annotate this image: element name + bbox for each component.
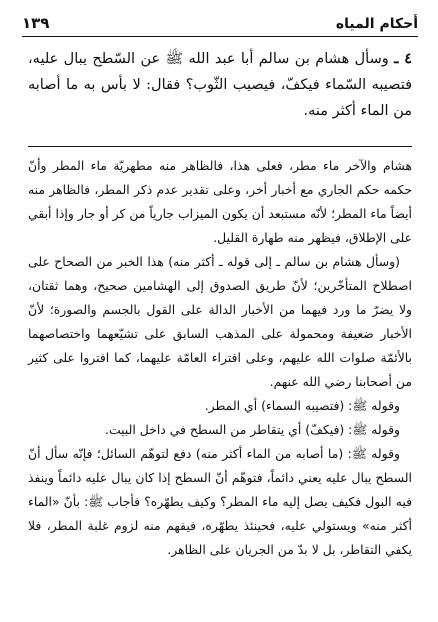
commentary-paragraph-1: هشام والآخر ماء مطر، فعلى هذا، فالظاهر منه مطهريّة ماء المطر وأنّ حكمه حكم الجاري مع أخبار أخر، وعلى تقدير عدم ذكر المطر، فالظاهر منه أيضاً ماء المطر؛ لأنّه مستبعد أن يكون الميزاب جارياً من كر أو جار وإذا أبقي على الإطلاق، فيظهر منه طهارة القليل.	[28, 158, 412, 245]
commentary-paragraph-5: وقوله ﷺ: (ما أصابه من الماء أكثر منه) دفع لتوهّم السائل؛ فإنّه سأل أنّ السطح يبال عليه يعني دائماً، فتوهّم أنّ السطح إذا كان يبال عليه دائماً وينفذ فيه البول فكيف يصل إليه ماء المطر؟ وكيف يطهّره؟ فأجاب ﷺ: بأنّ «الماء أكثر منه» ويستولي عليه، فحينئذ يطهّره، فيفهم منه لزوم غلبة المطر، فلا يكفي التقاطر، بل لا بدّ من الجريان على الظاهر.	[28, 446, 412, 557]
commentary-paragraph-3: وقوله ﷺ: (فتصيبه السماء) أي المطر.	[204, 398, 400, 413]
hadith-text	[28, 46, 412, 124]
commentary	[28, 154, 412, 562]
hadith-body: وسأل هشام بن سالم أبا عبد الله ﷺ عن السّطح يبال عليه، فتصيبه السّماء فيكفّ، فيصيب الثّوب؟ فقال: لا بأس به ما أصابه من الماء أكثر منه.	[28, 51, 412, 119]
running-header	[22, 10, 418, 32]
hadith-number: ٤ ـ	[394, 50, 413, 67]
page-number: ١٣٩	[22, 14, 50, 32]
hadith-paragraph	[28, 46, 412, 124]
header-rule	[22, 36, 418, 37]
section-divider	[28, 146, 412, 147]
commentary-paragraph-2: (وسأل هشام بن سالم ـ إلى قوله ـ أكثر منه) هذا الخبر من الصحاح على اصطلاح المتأخّرين؛ لأنّ طريق الصدوق إلى الهشامين صحيح، وهما ثقتان، ولا يضرّ ما ورد فيهما من الأخبار الدالة على القول بالجسم والصورة؛ لأنّ الأخبار ضعيفة ومحمولة على المذهب السابق على تشيّعهما واختصاصهما بالأئمّة صلوات الله عليهم، وعلى افتراء العامّة عليهما، كما افتروا على كثير من أصحابنا رضي الله عنهم.	[28, 254, 412, 389]
running-title: أحكام المياه	[335, 16, 418, 32]
commentary-paragraph-4: وقوله ﷺ: (فيكفّ) أي يتقاطر من السطح في داخل البيت.	[105, 422, 400, 437]
